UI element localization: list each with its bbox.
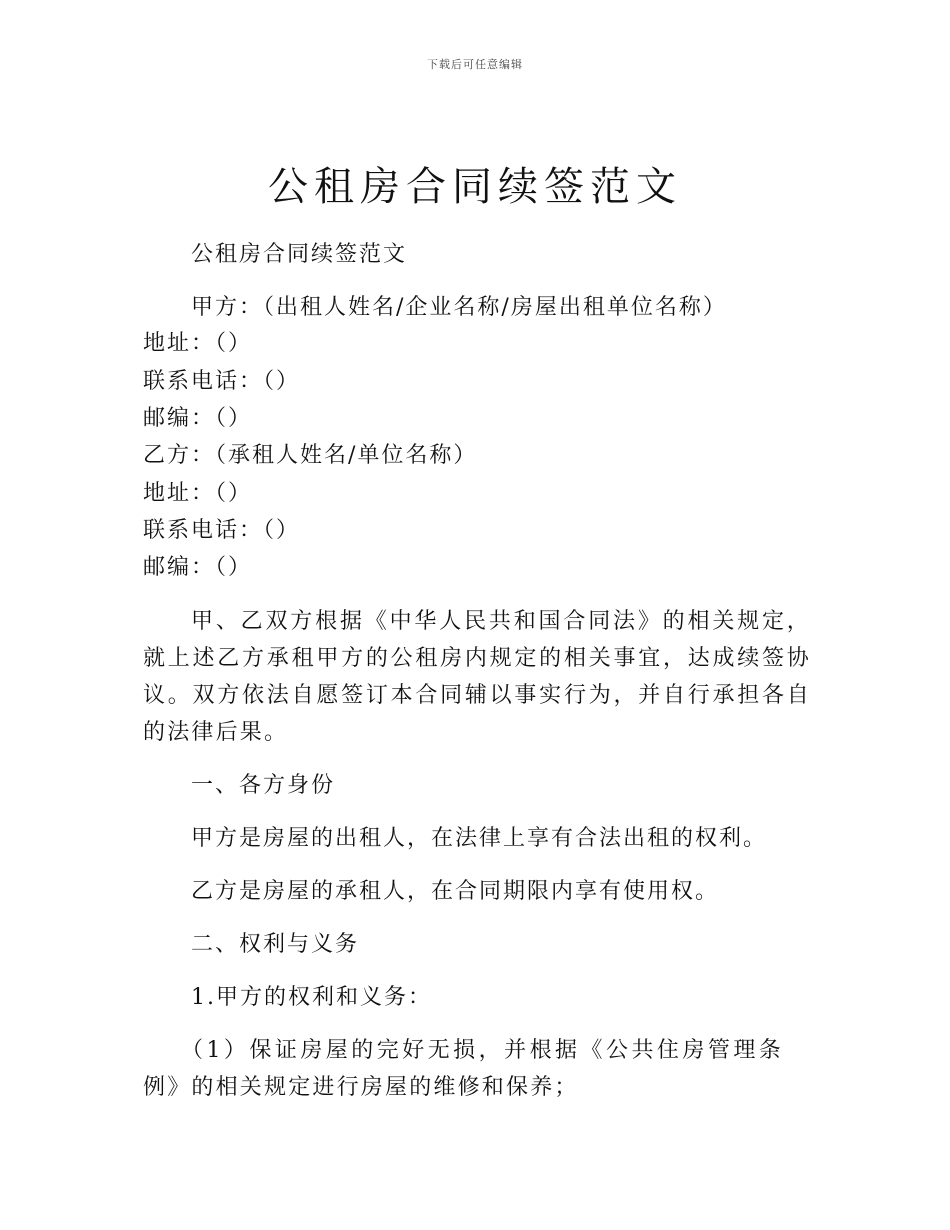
party-a-postcode: 邮编：（） bbox=[143, 406, 253, 431]
section-2-heading: 二、权利与义务 bbox=[191, 932, 360, 957]
preamble-paragraph: 甲、乙双方根据《中华人民共和国合同法》的相关规定，就上述乙方承租甲方的公租房内规定的相关事宜，达成续签协议。双方依法自愿签订本合同辅以事实行为，并自行承担各自的法律后果。 bbox=[143, 609, 811, 745]
party-a-phone: 联系电话：（） bbox=[143, 369, 301, 394]
party-a-line: 甲方：（出租人姓名/企业名称/房屋出租单位名称） bbox=[191, 295, 727, 320]
party-b-postcode: 邮编：（） bbox=[143, 555, 253, 580]
header-note: 下载后可任意编辑 bbox=[427, 58, 523, 71]
party-b-line: 乙方：（承租人姓名/单位名称） bbox=[143, 443, 478, 468]
document-subtitle: 公租房合同续签范文 bbox=[191, 242, 408, 267]
section-1-item-b: 乙方是房屋的承租人，在合同期限内享有使用权。 bbox=[191, 879, 720, 904]
document-title: 公租房合同续签范文 bbox=[268, 164, 682, 210]
section-2-clause-1: （1）保证房屋的完好无损，并根据《公共住房管理条例》的相关规定进行房屋的维修和保养； bbox=[143, 1038, 783, 1100]
section-2-sub-1: 1.甲方的权利和义务： bbox=[191, 985, 432, 1010]
party-b-phone: 联系电话：（） bbox=[143, 518, 301, 543]
party-b-address: 地址：（） bbox=[143, 481, 253, 506]
section-1-heading: 一、各方身份 bbox=[191, 773, 336, 798]
section-1-item-a: 甲方是房屋的出租人，在法律上享有合法出租的权利。 bbox=[191, 826, 768, 851]
party-a-address: 地址：（） bbox=[143, 331, 253, 356]
